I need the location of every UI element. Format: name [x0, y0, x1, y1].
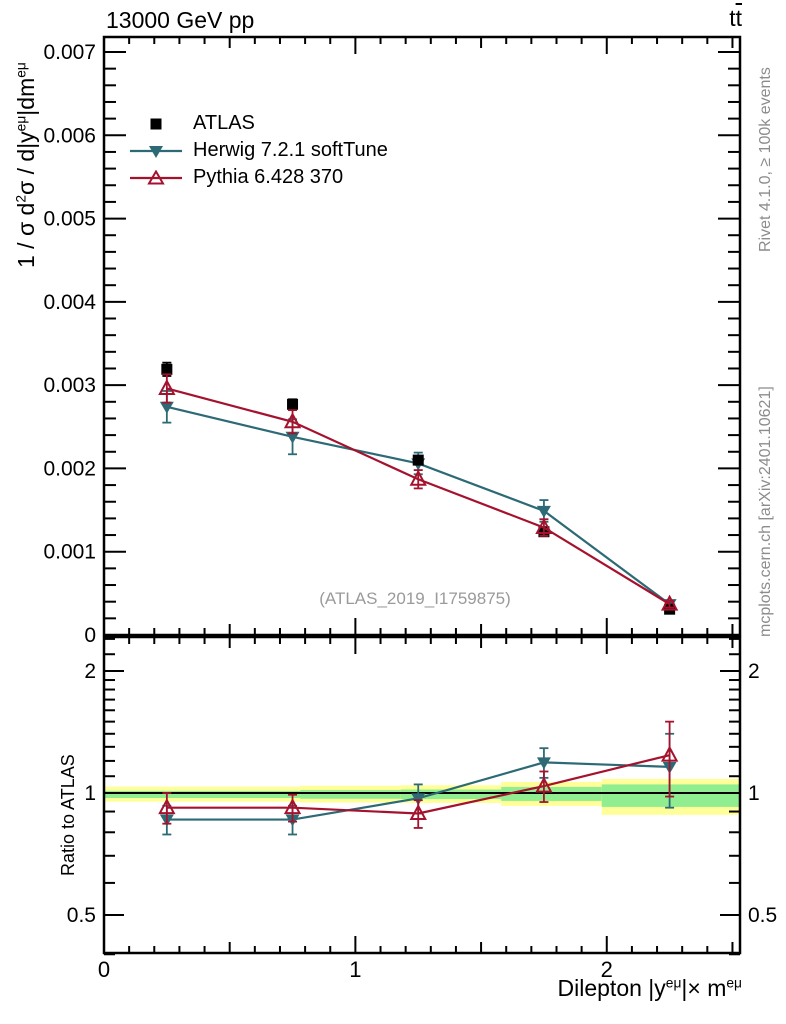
tick-label: 1: [748, 782, 760, 805]
analysis-id-watermark: (ATLAS_2019_I1759875): [319, 589, 511, 608]
tick-label: 0.006: [43, 124, 96, 148]
legend-item: [128, 110, 388, 137]
mcplots-arxiv-note: mcplots.cern.ch [arXiv:2401.10621]: [757, 386, 774, 637]
tick-label: 0.5: [748, 904, 778, 927]
x-axis-title: Dilepton $|y^{e\mu}|\times m^{e\mu}$: [557, 975, 742, 1001]
tick-label: 2: [84, 660, 96, 683]
legend-item: [128, 137, 388, 164]
tick-label: 1: [349, 957, 362, 982]
tick-label: 2: [748, 660, 760, 683]
tick-label: 0.005: [43, 207, 96, 231]
y-axis-title-main: 1 / σ $d^2\sigma / d|y^{e\mu}|dm^{e\mu}$: [13, 62, 39, 268]
y-axis-title-ratio: Ratio to ATLAS: [58, 754, 78, 876]
beam-energy-title: 13000 GeV pp: [106, 7, 255, 33]
legend-label: ATLAS: [193, 112, 255, 134]
tick-label: 0: [84, 624, 96, 647]
tick-label: 0: [97, 957, 111, 982]
rivet-version-note: Rivet 4.1.0, ≥ 100k events: [757, 67, 774, 252]
triangle-down-filled-legend-icon: [128, 143, 184, 159]
tick-label: 0.002: [43, 457, 96, 481]
legend: [128, 110, 388, 191]
tick-label: 1: [84, 782, 96, 805]
square-filled-legend-icon: [128, 116, 184, 132]
legend-item: [128, 164, 388, 191]
tick-label: 0.001: [43, 540, 96, 564]
tick-label: 0.5: [66, 904, 96, 927]
triangle-up-open-legend-icon: [128, 170, 184, 186]
process-label: [729, 5, 742, 32]
legend-label: Pythia 6.428 370: [193, 166, 344, 188]
tick-label: 2: [600, 957, 613, 982]
series-herwig-main: [160, 391, 677, 611]
legend-label: Herwig 7.2.1 softTune: [193, 139, 388, 161]
tick-label: 0.007: [43, 40, 96, 64]
tick-label: 0.004: [43, 290, 96, 314]
process-tbar: $\overline{t}$: [735, 5, 742, 31]
process-t: t: [729, 5, 736, 31]
tick-label: 0.003: [43, 374, 96, 398]
series-pythia-ratio: [160, 722, 677, 828]
series-pythia-main: [160, 374, 677, 609]
